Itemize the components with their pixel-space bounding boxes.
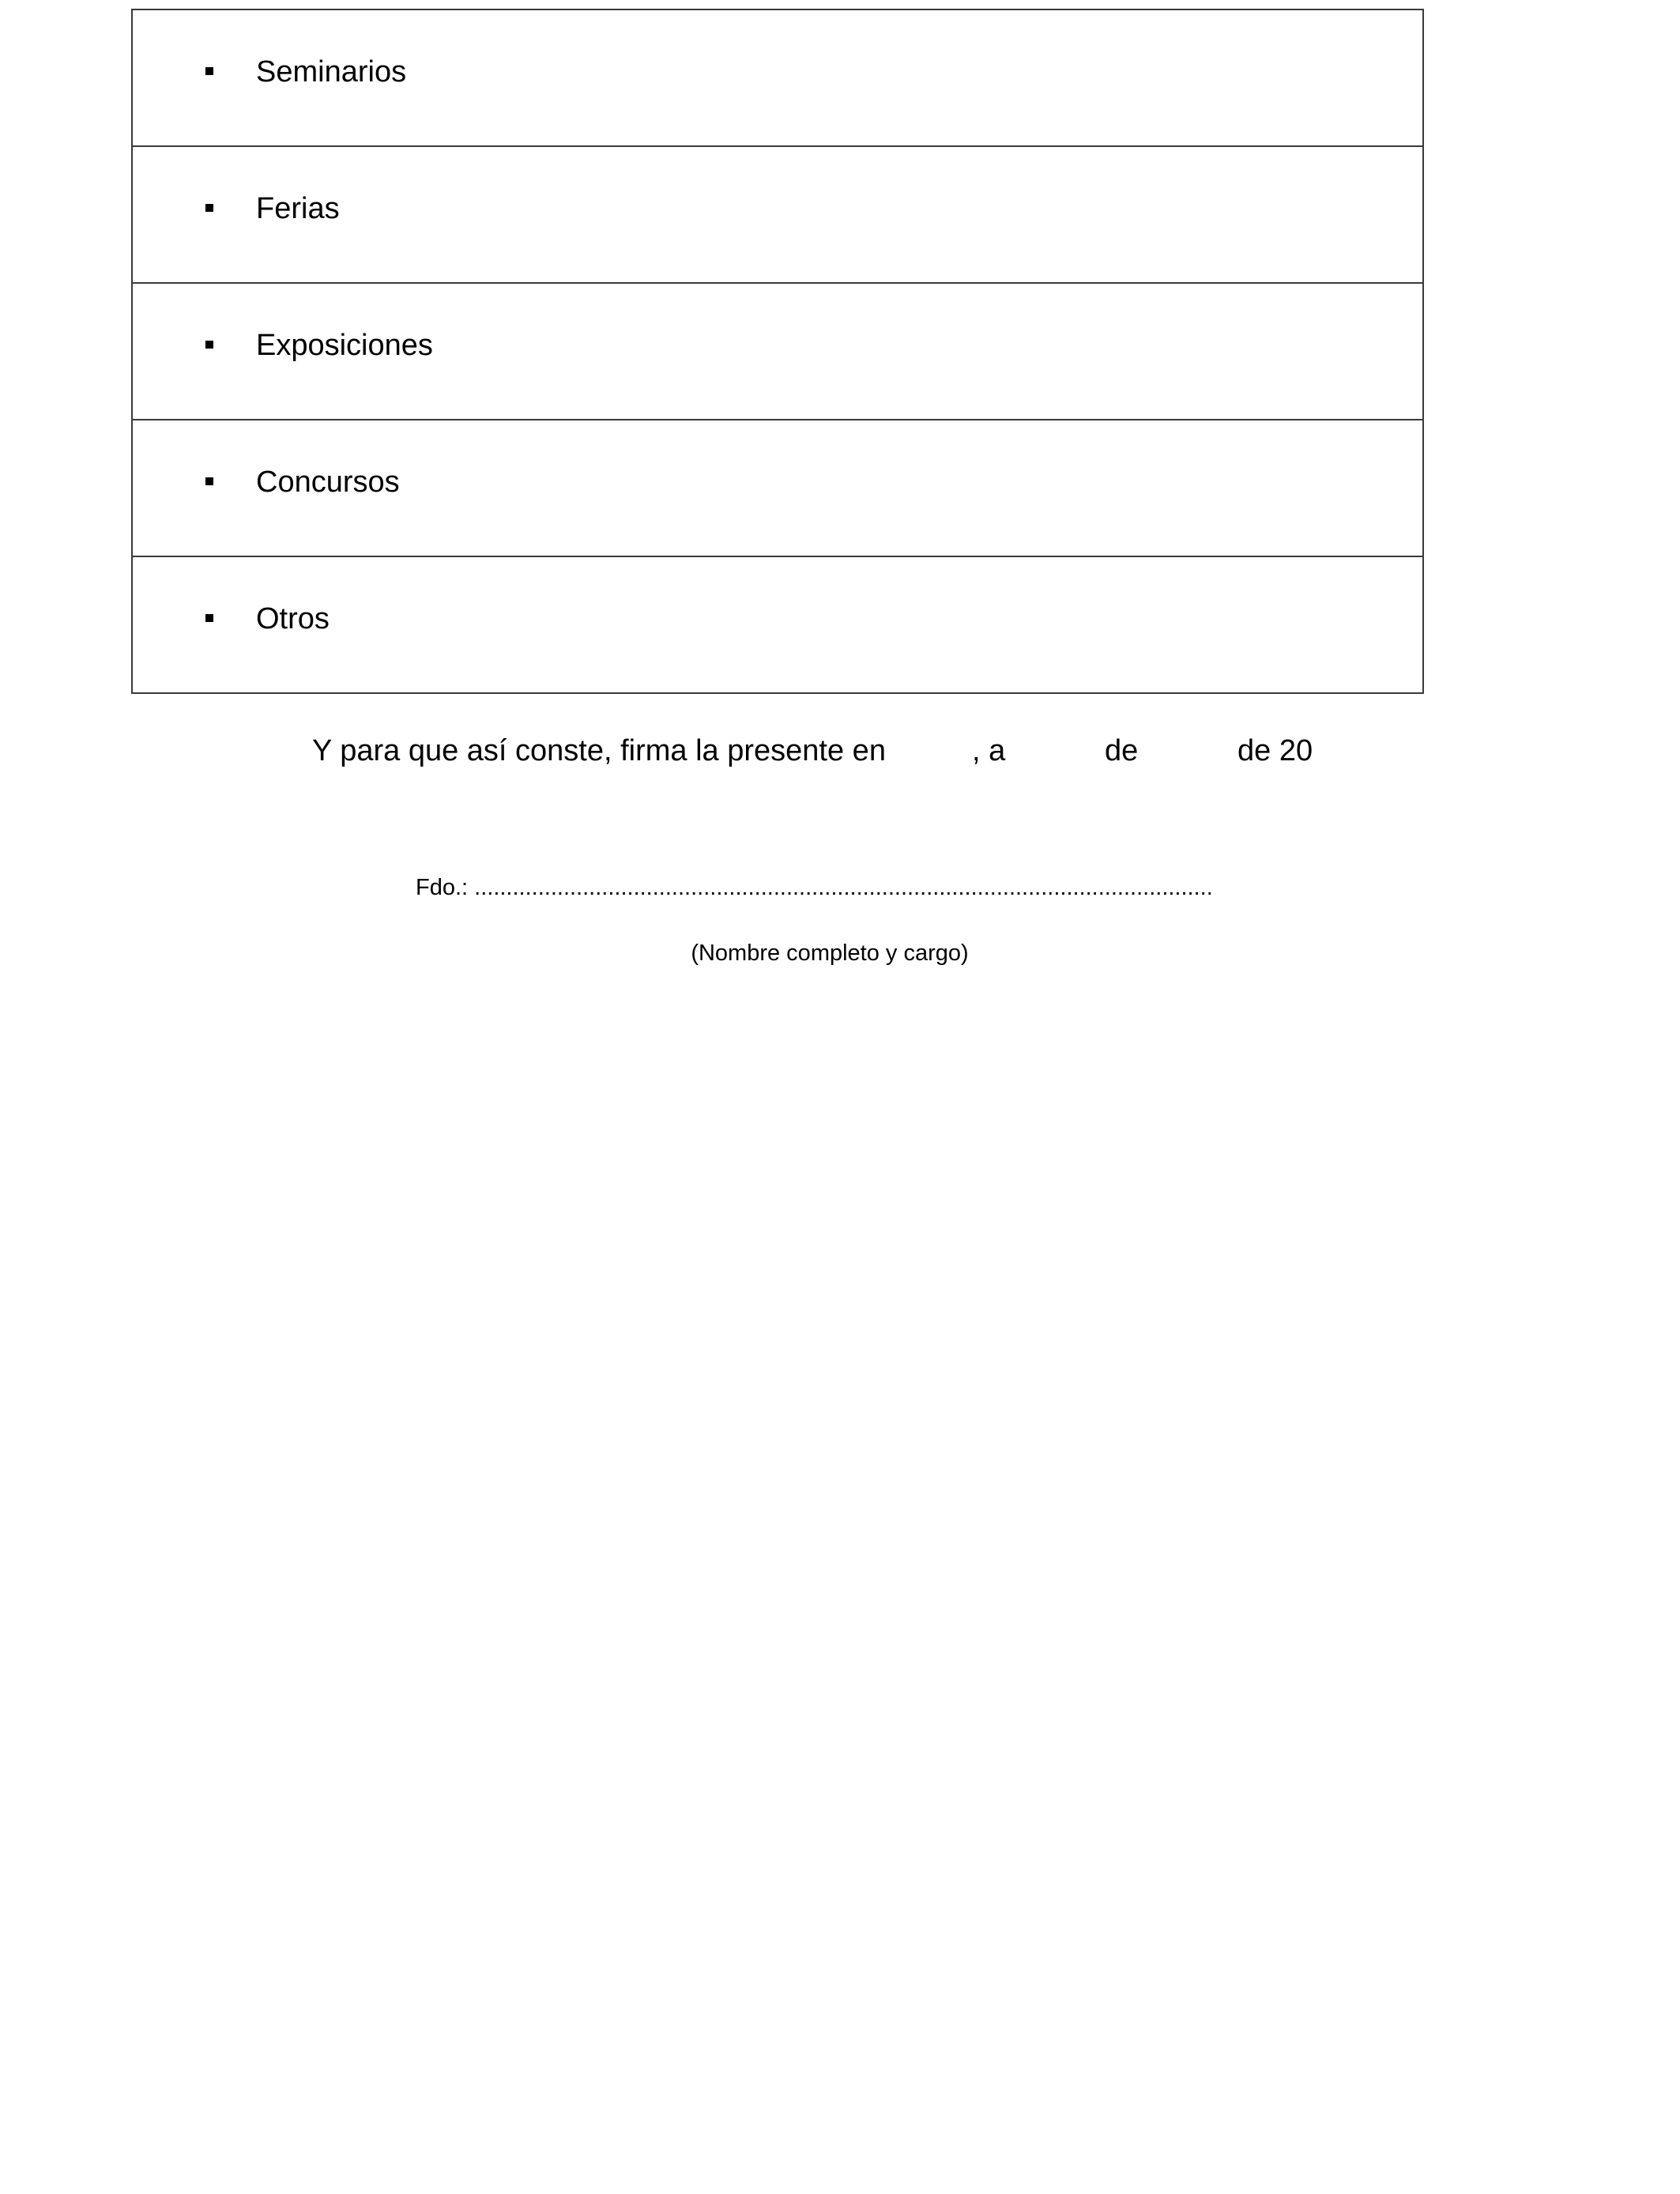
row-label-seminarios: Seminarios	[256, 55, 407, 89]
statement-year-prefix: de 20	[1237, 734, 1313, 767]
table-row	[133, 420, 1422, 557]
square-bullet-icon	[205, 67, 213, 75]
signature-caption: (Nombre completo y cargo)	[691, 941, 969, 966]
signature-line: Fdo.: ....................................................................................................................	[416, 875, 1213, 900]
square-bullet-icon	[205, 477, 213, 485]
square-bullet-icon	[205, 204, 213, 212]
table-row	[133, 284, 1422, 420]
statement-text: Y para que así conste, firma la presente en	[312, 734, 886, 767]
statement-day-suffix: de	[1105, 734, 1139, 767]
row-label-ferias: Ferias	[256, 192, 340, 225]
table-row	[133, 147, 1422, 284]
row-label-otros: Otros	[256, 602, 330, 635]
activities-table	[131, 9, 1424, 694]
square-bullet-icon	[205, 614, 213, 622]
statement-place-suffix: , a	[972, 734, 1006, 767]
row-label-exposiciones: Exposiciones	[256, 329, 433, 362]
table-row	[133, 10, 1422, 147]
row-label-concursos: Concursos	[256, 466, 400, 499]
square-bullet-icon	[205, 341, 213, 349]
table-row	[133, 557, 1422, 692]
